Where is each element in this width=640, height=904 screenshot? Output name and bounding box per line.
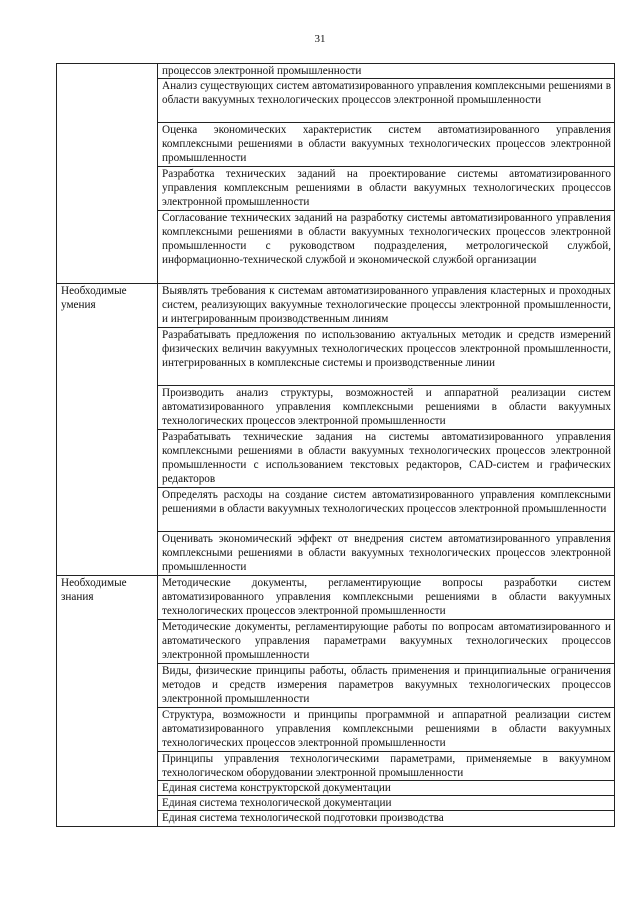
table-row bbox=[57, 284, 615, 328]
table-cell: Единая система конструкторской документации bbox=[158, 781, 615, 796]
table-row bbox=[57, 64, 615, 79]
table-cell: Принципы управления технологическими параметрами, применяемые в вакуумном технологическом оборудовании электронной промышленности bbox=[158, 752, 615, 781]
table-cell: Единая система технологической документации bbox=[158, 796, 615, 811]
table-cell: Виды, физические принципы работы, область применения и принципиальные ограничения методов и средств измерения параметров вакуумных технологических процессов электронной промышленности bbox=[158, 664, 615, 708]
table-cell: Методические документы, регламентирующие работы по вопросам автоматизированного и автоматического управления параметрами вакуумных технологических процессов электронной промышленности bbox=[158, 620, 615, 664]
table-cell: Разрабатывать технические задания на системы автоматизированного управления комплексными решениями в области вакуумных технологических процессов электронной промышленности с использованием текстовых редакторов, CAD-систем и графических редакторов bbox=[158, 430, 615, 488]
table-cell: Единая система технологической подготовки производства bbox=[158, 811, 615, 826]
table-cell: Разработка технических заданий на проектирование системы автоматизированного управления комплексным решениями в области вакуумных технологических процессов электронной промышленности bbox=[158, 167, 615, 211]
table-cell: Анализ существующих систем автоматизированного управления комплексными решениями в области вакуумных технологических процессов электронной промышленности bbox=[158, 79, 615, 123]
section-label-skills: Необходимые умения bbox=[57, 284, 158, 576]
table-cell: Согласование технических заданий на разработку системы автоматизированного управления комплексными решениями в области вакуумных технологических процессов электронной промышленности с руководством подразделения, метрологической службой, информационно-технической службой и экономической службой организации bbox=[158, 211, 615, 284]
section-label-knowledge: Необходимые знания bbox=[57, 576, 158, 826]
table-cell: процессов электронной промышленности bbox=[158, 64, 615, 79]
table-row bbox=[57, 576, 615, 620]
table-cell: Оценка экономических характеристик систем автоматизированного управления комплексными решениями в области вакуумных технологических процессов электронной промышленности bbox=[158, 123, 615, 167]
table-cell: Производить анализ структуры, возможностей и аппаратной реализации систем автоматизированного управления комплексными решениями в области вакуумных технологических процессов электронной промышленности bbox=[158, 386, 615, 430]
table-cell: Выявлять требования к системам автоматизированного управления кластерных и проходных систем, реализующих вакуумные технологические процессы электронной промышленности, и интегрированным производственным линиям bbox=[158, 284, 615, 328]
section-label-continuation bbox=[57, 64, 158, 284]
requirements-table bbox=[56, 63, 615, 827]
table-cell: Структура, возможности и принципы программной и аппаратной реализации систем автоматизированного управления комплексными решениями в области вакуумных технологических процессов электронной промышленности bbox=[158, 708, 615, 752]
page-number: 31 bbox=[314, 33, 326, 45]
table-cell: Разрабатывать предложения по использованию актуальных методик и средств измерений физических величин вакуумных технологических процессов электронной промышленности, интегрированных в комплексные системы и производственные линии bbox=[158, 328, 615, 386]
table-cell: Определять расходы на создание систем автоматизированного управления комплексными решениями в области вакуумных технологических процессов электронной промышленности bbox=[158, 488, 615, 532]
table-cell: Оценивать экономический эффект от внедрения систем автоматизированного управления комплексными решениями в области вакуумных технологических процессов электронной промышленности bbox=[158, 532, 615, 576]
table-cell: Методические документы, регламентирующие вопросы разработки систем автоматизированного управления комплексными решениями в области вакуумных технологических процессов электронной промышленности bbox=[158, 576, 615, 620]
